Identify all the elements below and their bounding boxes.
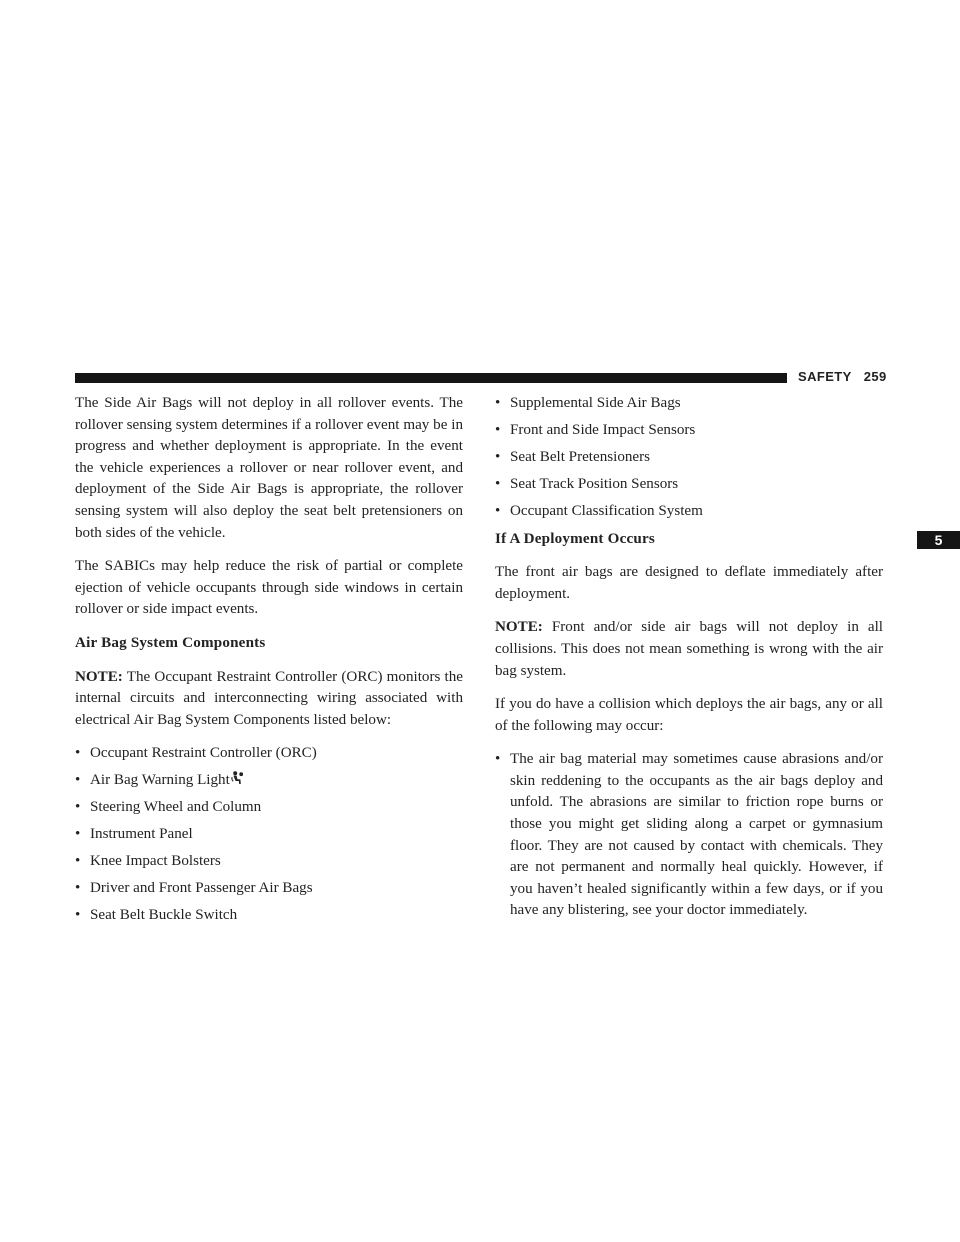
note-text: The Occupant Restraint Controller (ORC) monitors the internal circuits and interconnecting wiring associated with electrical Air Bag System Components listed below: — [75, 668, 463, 728]
list-item: • Supplemental Side Air Bags — [495, 393, 883, 415]
orc-note — [75, 667, 463, 732]
deflate-paragraph: The front air bags are designed to deflate immediately after deployment. — [495, 564, 883, 602]
note-label: NOTE: — [495, 619, 543, 636]
list-item: • Knee Impact Bolsters — [75, 851, 463, 873]
list-item: • Steering Wheel and Column — [75, 797, 463, 819]
deployment-heading: If A Deployment Occurs — [495, 530, 655, 547]
running-header — [798, 369, 887, 384]
section-title: SAFETY — [798, 369, 852, 384]
collision-paragraph: If you do have a collision which deploys the air bags, any or all of the following may occur: — [495, 696, 883, 734]
airbag-warning-icon — [231, 771, 243, 785]
chapter-tab: 5 — [917, 531, 960, 549]
note-label: NOTE: — [75, 668, 123, 685]
components-heading: Air Bag System Components — [75, 634, 266, 651]
list-item: • Seat Belt Buckle Switch — [75, 905, 463, 927]
list-item: • Driver and Front Passenger Air Bags — [75, 878, 463, 900]
header-rule — [75, 373, 787, 383]
rollover-paragraph: The Side Air Bags will not deploy in all rollover events. The rollover sensing system determines if a rollover event may be in progress and whether deployment is appropriate. In the event the vehicle experiences a rollover or near rollover event, and deployment of the Side Air Bags is appropriate, the rollover sensing system will also deploy the seat belt pretensioners on both sides of the vehicle. — [75, 395, 463, 541]
page-number: 259 — [863, 369, 887, 384]
list-item: • Seat Track Position Sensors — [495, 474, 883, 496]
list-item: • Occupant Restraint Controller (ORC) — [75, 743, 463, 765]
list-item: • Front and Side Impact Sensors — [495, 420, 883, 442]
right-column — [495, 393, 883, 927]
left-column — [75, 393, 463, 932]
list-item: • Seat Belt Pretensioners — [495, 447, 883, 469]
effects-list — [495, 749, 883, 922]
note-text: Front and/or side air bags will not deploy in all collisions. This does not mean something is wrong with the air bag system. — [495, 619, 883, 679]
deploy-note — [495, 617, 883, 682]
components-list-continued — [495, 393, 883, 523]
components-list — [75, 743, 463, 927]
sabic-paragraph: The SABICs may help reduce the risk of partial or complete ejection of vehicle occupants through side windows in certain rollover or side impact events. — [75, 558, 463, 618]
list-item: • The air bag material may sometimes cause abrasions and/or skin reddening to the occupants as the air bags deploy and unfold. The abrasions are similar to friction rope burns or those you might get sliding along a carpet or gymnasium floor. They are not caused by contact with chemicals. They are not permanent and normally heal quickly. However, if you haven’t healed significantly within a few days, or if you have any blistering, see your doctor immediately. — [495, 749, 883, 922]
list-item: • Instrument Panel — [75, 824, 463, 846]
list-item: • Air Bag Warning Light — [75, 770, 463, 792]
list-item: • Occupant Classification System — [495, 501, 883, 523]
